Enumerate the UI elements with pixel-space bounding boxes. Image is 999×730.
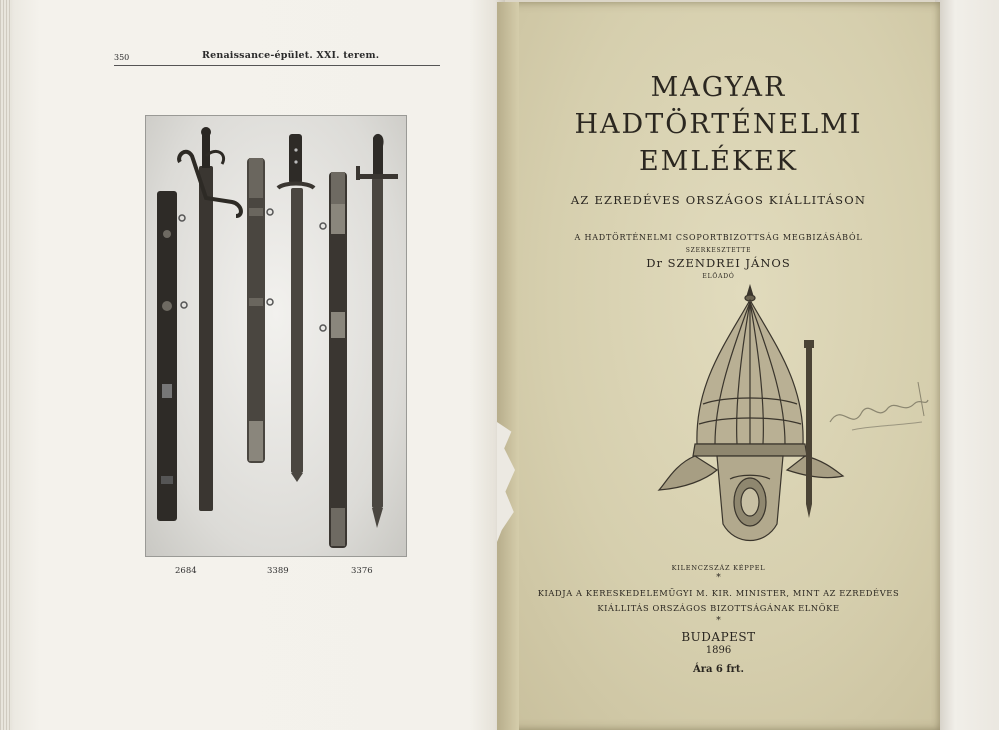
author-name: Dr SZENDREI JÁNOS xyxy=(646,256,791,270)
scabbard-2 xyxy=(247,158,273,463)
sword-3 xyxy=(356,134,398,528)
caption-1: 2684 xyxy=(175,566,197,576)
scabbard-1 xyxy=(157,191,187,521)
next-page-edge xyxy=(935,0,999,730)
illustrations-note: KILENCZSZÁZ KÉPPEL xyxy=(671,564,766,572)
price: Ára 6 frt. xyxy=(692,664,745,675)
title-line-3: EMLÉKEK xyxy=(638,146,799,177)
publisher-line-2: KIÁLLITÁS ORSZÁGOS BIZOTTSÁGÁNAK ELNÖKE xyxy=(597,603,840,613)
handwritten-signature xyxy=(822,382,932,442)
publisher-line-1: KIADJA A KERESKEDELEMÜGYI M. KIR. MINISTER, MINT AZ EZREDÉVES xyxy=(537,588,900,598)
page-number: 350 xyxy=(114,53,130,62)
title-line-2: HADTÖRTÉNELMI xyxy=(574,109,863,140)
book-cover xyxy=(497,2,940,730)
publication-city: BUDAPEST xyxy=(681,630,756,644)
title-line-1: MAGYAR xyxy=(650,72,787,103)
subtitle: AZ EZREDÉVES ORSZÁGOS KIÁLLITÁSON xyxy=(570,193,867,207)
swords-illustration xyxy=(146,116,406,556)
sword-1 xyxy=(179,127,241,511)
page-edges xyxy=(0,0,12,730)
running-header xyxy=(114,49,440,66)
caption-2: 3389 xyxy=(267,566,289,576)
edited-by-label: SZERKESZTETTE xyxy=(685,247,752,254)
helmet-illustration xyxy=(655,284,845,559)
sword-2 xyxy=(278,134,314,482)
plate-captions xyxy=(145,566,405,580)
swords-photo-plate xyxy=(145,115,407,557)
running-head-title: Renaissance-épület. XXI. terem. xyxy=(202,50,380,61)
scabbard-3 xyxy=(320,172,347,548)
separator-star-2: * xyxy=(716,616,721,626)
caption-3: 3376 xyxy=(351,566,373,576)
author-role: ELŐADÓ xyxy=(702,273,735,280)
separator-star-1: * xyxy=(716,573,721,583)
commission-line: A HADTÖRTÉNELMI CSOPORTBIZOTTSÁG MEGBIZÁSÁBÓL xyxy=(574,233,863,242)
publication-year: 1896 xyxy=(705,645,732,656)
